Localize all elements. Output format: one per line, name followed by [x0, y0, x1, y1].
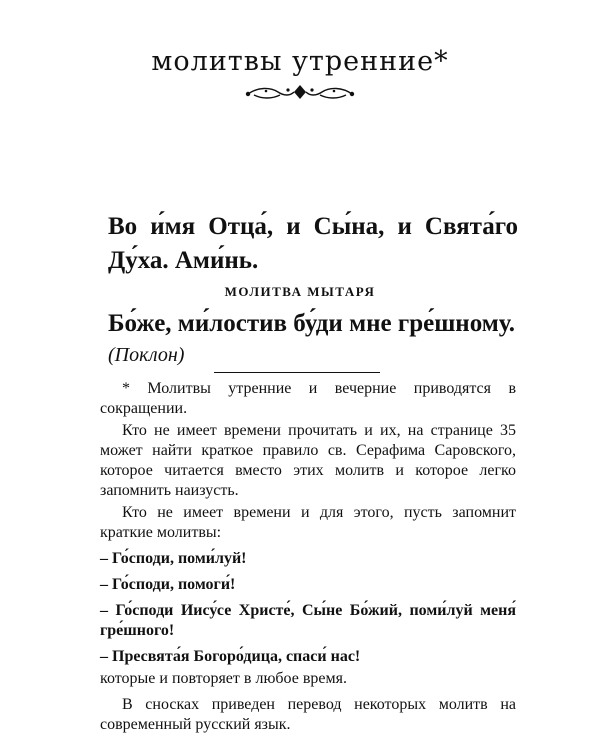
bow-rubric: (Поклон): [108, 344, 185, 366]
short-prayer: – Го́споди, поми́луй!: [100, 550, 247, 567]
footnote-note: * Молитвы утренние и вечерние приводятся в сокращении.: [100, 380, 516, 417]
short-prayer: – Го́споди, помоги́!: [100, 576, 236, 593]
invocation-prayer: Во и́мя Отца́, и Сы́на, и Свята́го Ду́ха. Ами́нь.: [108, 213, 518, 274]
footnote-separator: [214, 372, 380, 373]
short-prayer: – Го́споди Иису́се Христе́, Сы́не Бо́жий, поми́луй меня́ гре́шного!: [100, 602, 516, 639]
footnote-paragraph: В сносках приведен перевод некоторых молитв на современный русский язык.: [100, 696, 516, 733]
footnote-block: [100, 379, 516, 735]
ornament-divider-icon: [244, 82, 356, 102]
footnote-paragraph: которые и повторяет в любое время.: [100, 670, 347, 687]
footnote-paragraph: Кто не имеет времени прочитать и их, на странице 35 может найти краткое правило св. Серафима Саровского, которое читается вместо этих молитв и которое легко запомнить наизусть.: [100, 422, 516, 499]
publican-prayer-heading: МОЛИТВА МЫТАРЯ: [224, 284, 376, 299]
page-title: молитвы утренние*: [151, 46, 449, 77]
publican-prayer-text: Бо́же, ми́лостив бу́ди мне гре́шному.: [108, 310, 516, 337]
short-prayer: – Пресвята́я Богоро́дица, спаси́ нас!: [100, 648, 361, 665]
footnote-paragraph: Кто не имеет времени и для этого, пусть запомнит краткие молитвы:: [100, 504, 516, 541]
